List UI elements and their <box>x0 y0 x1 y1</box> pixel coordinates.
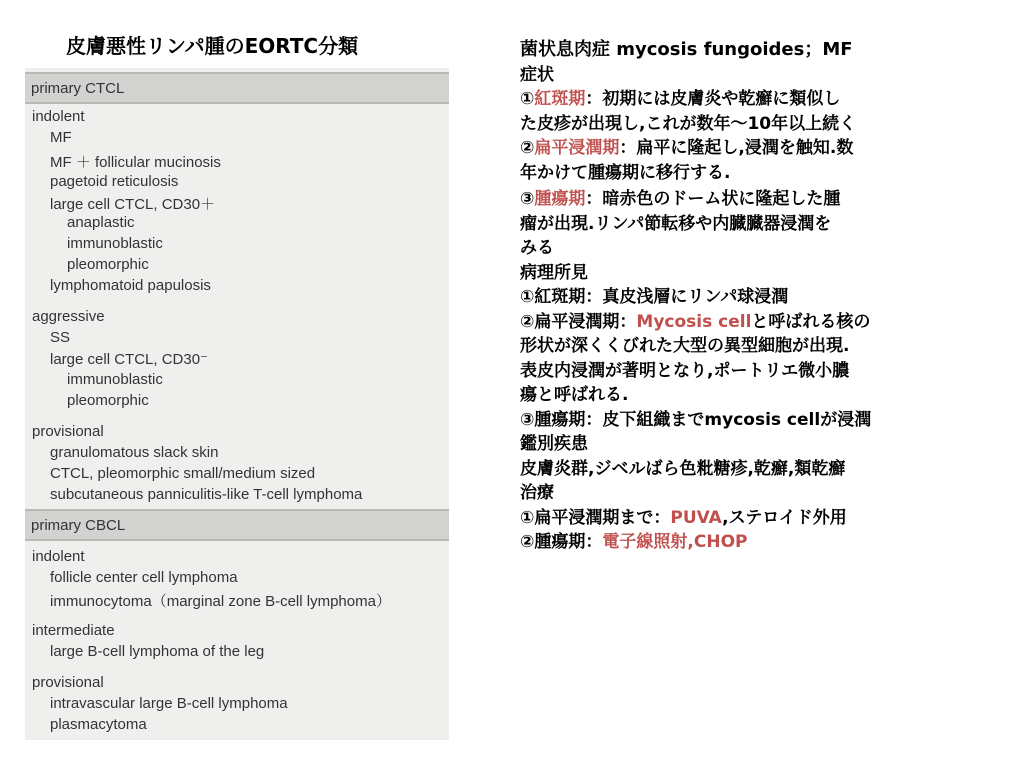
symptom-1-text: ：初期には皮膚炎や乾癬に類似し <box>585 89 841 109</box>
cbcl-item-follicle: follicle center cell lymphoma <box>50 569 238 586</box>
cbcl-item-large-b: large B-cell lymphoma of the leg <box>50 643 265 660</box>
treatment-1-prefix: ①扁平浸潤期まで： <box>520 507 671 528</box>
differential-text: 皮膚炎群,ジベルばら色粃糖疹,乾癬,類乾癬 <box>520 458 846 479</box>
cbcl-provisional-heading: provisional <box>32 674 104 691</box>
differential-heading: 鑑別疾患 <box>520 434 588 454</box>
symptom-3-stage: 腫瘍期 <box>534 189 586 209</box>
pathology-2-continued-2: 表皮内浸潤が著明となり,ポートリエ微小膿 <box>520 360 850 381</box>
ctcl-item-mf-follicular: MF ＋ follicular mucinosis <box>50 154 221 171</box>
symptom-2-text: ：扁平に隆起し,浸潤を触知.数 <box>619 138 854 158</box>
symptom-2-continued: 年かけて腫瘍期に移行する. <box>520 162 731 183</box>
pathology-2-highlight: Mycosis cell <box>636 311 752 332</box>
ctcl-item-mf: MF <box>50 129 72 146</box>
pathology-2-text: と呼ばれる核の <box>751 311 871 332</box>
treatment-2-highlight: 電子線照射,CHOP <box>602 532 748 552</box>
left-title: 皮膚悪性リンパ腫のEORTC分類 <box>66 34 359 58</box>
ctcl-item-ss: SS <box>50 329 71 346</box>
treatment-1 <box>520 506 1000 531</box>
treatment-1-highlight: PUVA <box>670 507 723 528</box>
symptom-plaque <box>520 136 1000 161</box>
eortc-classification-table <box>25 68 449 740</box>
symptoms-heading: 症状 <box>520 64 554 85</box>
ctcl-sub-anaplastic: anaplastic <box>67 214 135 231</box>
ctcl-sub-immunoblastic-1: immunoblastic <box>67 235 163 252</box>
mycosis-fungoides-notes <box>520 38 1000 555</box>
symptom-3-number: ③ <box>520 189 535 209</box>
ctcl-item-pleomorphic-small: CTCL, pleomorphic small/medium sized <box>50 465 316 482</box>
symptom-erythema <box>520 87 1000 112</box>
ctcl-sub-pleomorphic-2: pleomorphic <box>67 392 149 409</box>
treatment-1-text: ,ステロイド外用 <box>722 507 847 528</box>
treatment-2-prefix: ②腫瘍期： <box>520 532 603 552</box>
symptom-3-continued-2: みる <box>520 238 554 258</box>
pathology-2-prefix: ②扁平浸潤期： <box>520 311 637 332</box>
pathology-2-continued-3: 瘍と呼ばれる. <box>520 385 629 405</box>
symptom-2-stage: 扁平浸潤期 <box>534 138 620 158</box>
ctcl-item-large-cell-cd30pos: large cell CTCL, CD30＋ <box>50 196 216 213</box>
cbcl-intermediate-heading: intermediate <box>32 622 115 639</box>
symptom-1-number: ① <box>520 89 535 109</box>
symptom-1-stage: 紅斑期 <box>534 89 586 109</box>
symptom-2-number: ② <box>520 138 535 158</box>
treatment-2 <box>520 530 1000 555</box>
primary-ctcl-label: primary CTCL <box>31 80 125 97</box>
pathology-heading: 病理所見 <box>520 262 588 283</box>
ctcl-indolent-heading: indolent <box>32 108 85 125</box>
symptom-1-continued: た皮疹が出現し,これが数年～10年以上続く <box>520 113 857 134</box>
cbcl-item-immunocytoma: immunocytoma（marginal zone B-cell lymphoma） <box>50 593 391 610</box>
primary-cbcl-label: primary CBCL <box>31 517 126 534</box>
treatment-heading: 治療 <box>520 483 554 503</box>
ctcl-item-subcutaneous: subcutaneous panniculitis-like T-cell lymphoma <box>50 486 363 503</box>
cbcl-item-intravascular: intravascular large B-cell lymphoma <box>50 695 288 712</box>
cbcl-indolent-heading: indolent <box>32 548 85 565</box>
notes-title: 菌状息肉症 mycosis fungoides；MF <box>520 39 853 60</box>
primary-ctcl-header <box>25 72 449 104</box>
ctcl-provisional-heading: provisional <box>32 423 104 440</box>
primary-cbcl-header <box>25 509 449 541</box>
symptom-3-text: ：暗赤色のドーム状に隆起した腫 <box>585 189 841 209</box>
ctcl-item-lymphomatoid: lymphomatoid papulosis <box>50 277 211 294</box>
symptom-tumor <box>520 187 1000 212</box>
ctcl-aggressive-heading: aggressive <box>32 308 105 325</box>
ctcl-item-large-cell-cd30neg: large cell CTCL, CD30⁻ <box>50 351 208 368</box>
ctcl-item-pagetoid: pagetoid reticulosis <box>50 173 179 190</box>
pathology-2 <box>520 310 1000 335</box>
pathology-1: ①紅斑期：真皮浅層にリンパ球浸潤 <box>520 287 789 307</box>
pathology-2-continued-1: 形状が深くくびれた大型の異型細胞が出現. <box>520 336 850 356</box>
ctcl-item-granulomatous: granulomatous slack skin <box>50 444 219 461</box>
ctcl-sub-immunoblastic-2: immunoblastic <box>67 371 163 388</box>
symptom-3-continued-1: 瘤が出現.リンパ節転移や内臓臓器浸潤を <box>520 213 832 234</box>
cbcl-item-plasmacytoma: plasmacytoma <box>50 716 147 733</box>
ctcl-sub-pleomorphic-1: pleomorphic <box>67 256 149 273</box>
pathology-3: ③腫瘍期：皮下組織までmycosis cellが浸潤 <box>520 409 872 430</box>
